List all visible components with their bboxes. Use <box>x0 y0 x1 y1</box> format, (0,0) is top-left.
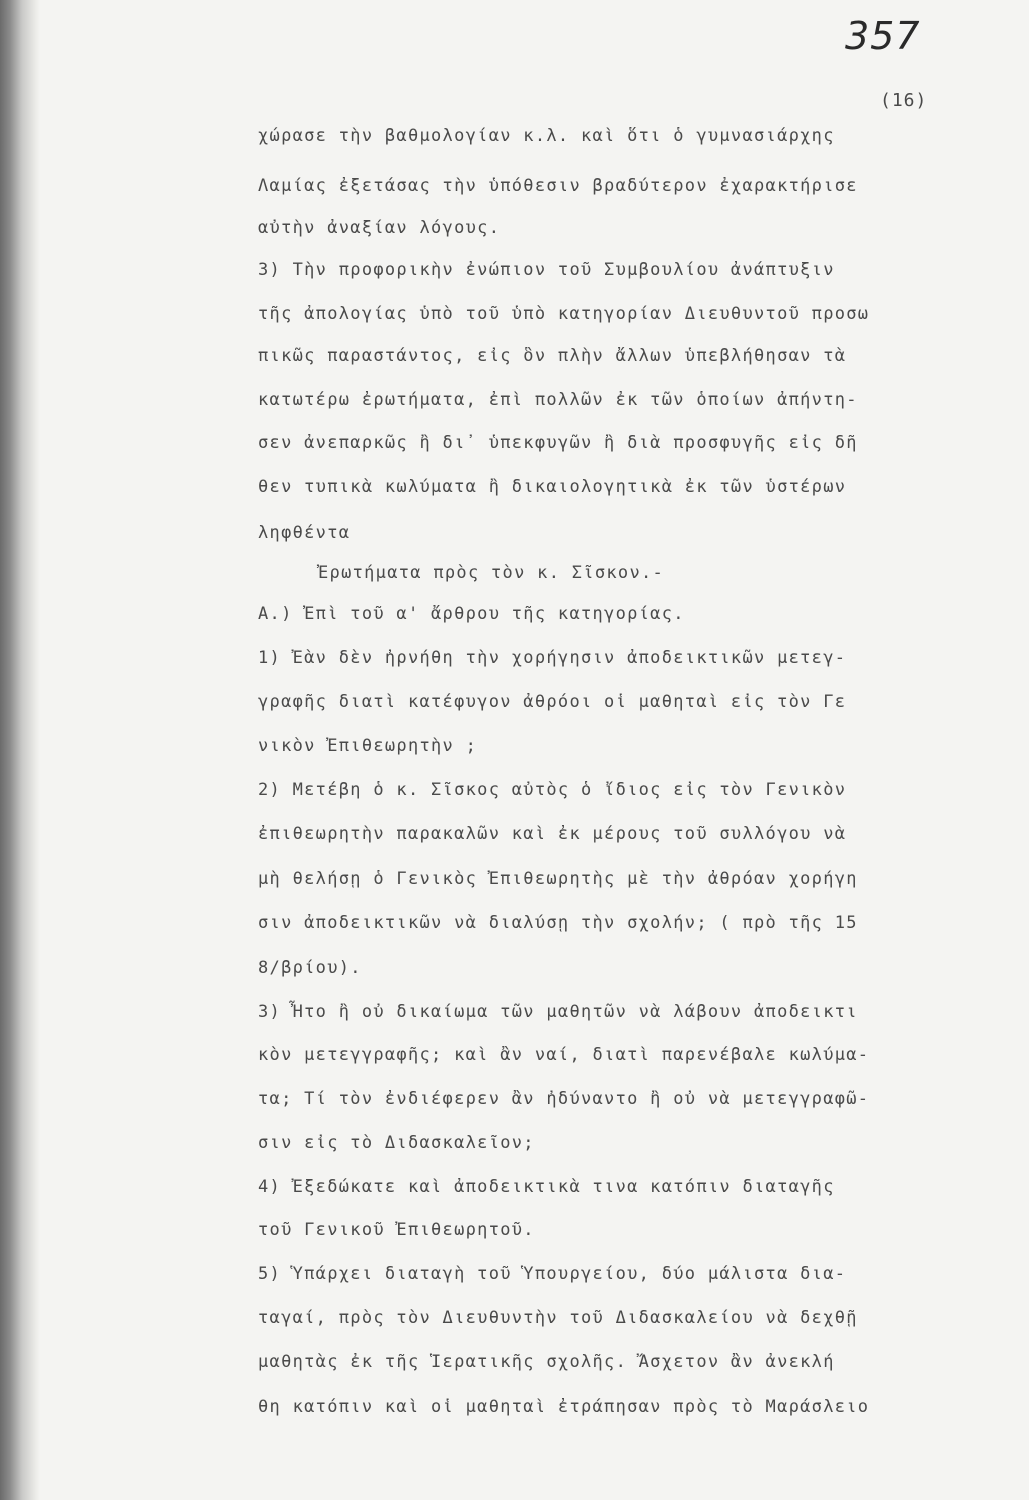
page-number: (16) <box>880 90 928 111</box>
text-line: ἐπιθεωρητὴν παρακαλῶν καὶ ἐκ μέρους τοῦ συλλόγου νὰ <box>258 824 847 844</box>
text-line: 4) Ἐξεδώκατε καὶ ἀποδεικτικὰ τινα κατόπιν διαταγῆς <box>258 1177 835 1197</box>
text-line: νικὸν Ἐπιθεωρητὴν ; <box>258 736 478 756</box>
text-line: 5) Ὑπάρχει διαταγὴ τοῦ Ὑπουργείου, δύο μάλιστα δια- <box>258 1264 847 1284</box>
text-line: 3) Τὴν προφορικὴν ἐνώπιον τοῦ Συμβουλίου ἀνάπτυξιν <box>258 260 835 280</box>
text-line: Λαμίας ἐξετάσας τὴν ὑπόθεσιν βραδύτερον ἐχαρακτήρισε <box>258 176 858 196</box>
section-heading: Ἐρωτήματα πρὸς τὸν κ. Σῖσκον.- <box>318 563 665 583</box>
text-line: Α.) Ἐπὶ τοῦ α' ἄρθρου τῆς κατηγορίας. <box>258 604 685 624</box>
text-line: 3) Ἦτο ἢ οὐ δικαίωμα τῶν μαθητῶν νὰ λάβουν ἀποδεικτι <box>258 1002 858 1022</box>
text-line: κατωτέρω ἐρωτήματα, ἐπὶ πολλῶν ἐκ τῶν ὁποίων ἀπήντη- <box>258 390 858 410</box>
text-line: ταγαί, πρὸς τὸν Διευθυντὴν τοῦ Διδασκαλείου νὰ δεχθῇ <box>258 1308 858 1328</box>
text-line: μαθητὰς ἐκ τῆς Ἱερατικῆς σχολῆς. Ἄσχετον ἂν ἀνεκλή <box>258 1352 835 1372</box>
text-line: πικῶς παραστάντος, εἰς ὃν πλὴν ἄλλων ὑπεβλήθησαν τὰ <box>258 346 847 366</box>
text-line: ληφθέντα <box>258 523 351 543</box>
text-line: θη κατόπιν καὶ οἱ μαθηταὶ ἐτράπησαν πρὸς τὸ Μαράσλειο <box>258 1397 870 1417</box>
archive-page-stamp: 357 <box>845 14 921 58</box>
text-line: 8/βρίου). <box>258 958 362 978</box>
text-line: μὴ θελήσῃ ὁ Γενικὸς Ἐπιθεωρητὴς μὲ τὴν ἀθρόαν χορήγη <box>258 869 858 889</box>
text-line: γραφῆς διατὶ κατέφυγον ἀθρόοι οἱ μαθηταὶ εἰς τὸν Γε <box>258 692 847 712</box>
text-line: 1) Ἐὰν δὲν ἠρνήθη τὴν χορήγησιν ἀποδεικτικῶν μετεγ- <box>258 648 847 668</box>
text-line: χώρασε τὴν βαθμολογίαν κ.λ. καὶ ὅτι ὁ γυμνασιάρχης <box>258 126 835 146</box>
text-line: 2) Μετέβη ὁ κ. Σῖσκος αὐτὸς ὁ ἴδιος εἰς τὸν Γενικὸν <box>258 780 847 800</box>
text-line: σιν εἰς τὸ Διδασκαλεῖον; <box>258 1133 535 1153</box>
text-line: τοῦ Γενικοῦ Ἐπιθεωρητοῦ. <box>258 1220 535 1240</box>
scan-binding-edge <box>0 0 40 1500</box>
text-line: κὸν μετεγγραφῆς; καὶ ἂν ναί, διατὶ παρενέβαλε κωλύμα- <box>258 1045 870 1065</box>
text-line: σεν ἀνεπαρκῶς ἢ δι᾿ ὑπεκφυγῶν ἢ διὰ προσφυγῆς εἰς δῆ <box>258 433 858 453</box>
text-line: αὐτὴν ἀναξίαν λόγους. <box>258 218 501 238</box>
text-line: θεν τυπικὰ κωλύματα ἢ δικαιολογητικὰ ἐκ τῶν ὑστέρων <box>258 477 847 497</box>
text-line: τῆς ἀπολογίας ὑπὸ τοῦ ὑπὸ κατηγορίαν Διευθυντοῦ προσω <box>258 304 870 324</box>
text-line: τα; Τί τὸν ἐνδιέφερεν ἂν ἠδύναντο ἢ οὐ νὰ μετεγγραφῶ- <box>258 1089 870 1109</box>
text-line: σιν ἀποδεικτικῶν νὰ διαλύσῃ τὴν σχολήν; ( πρὸ τῆς 15 <box>258 913 858 933</box>
